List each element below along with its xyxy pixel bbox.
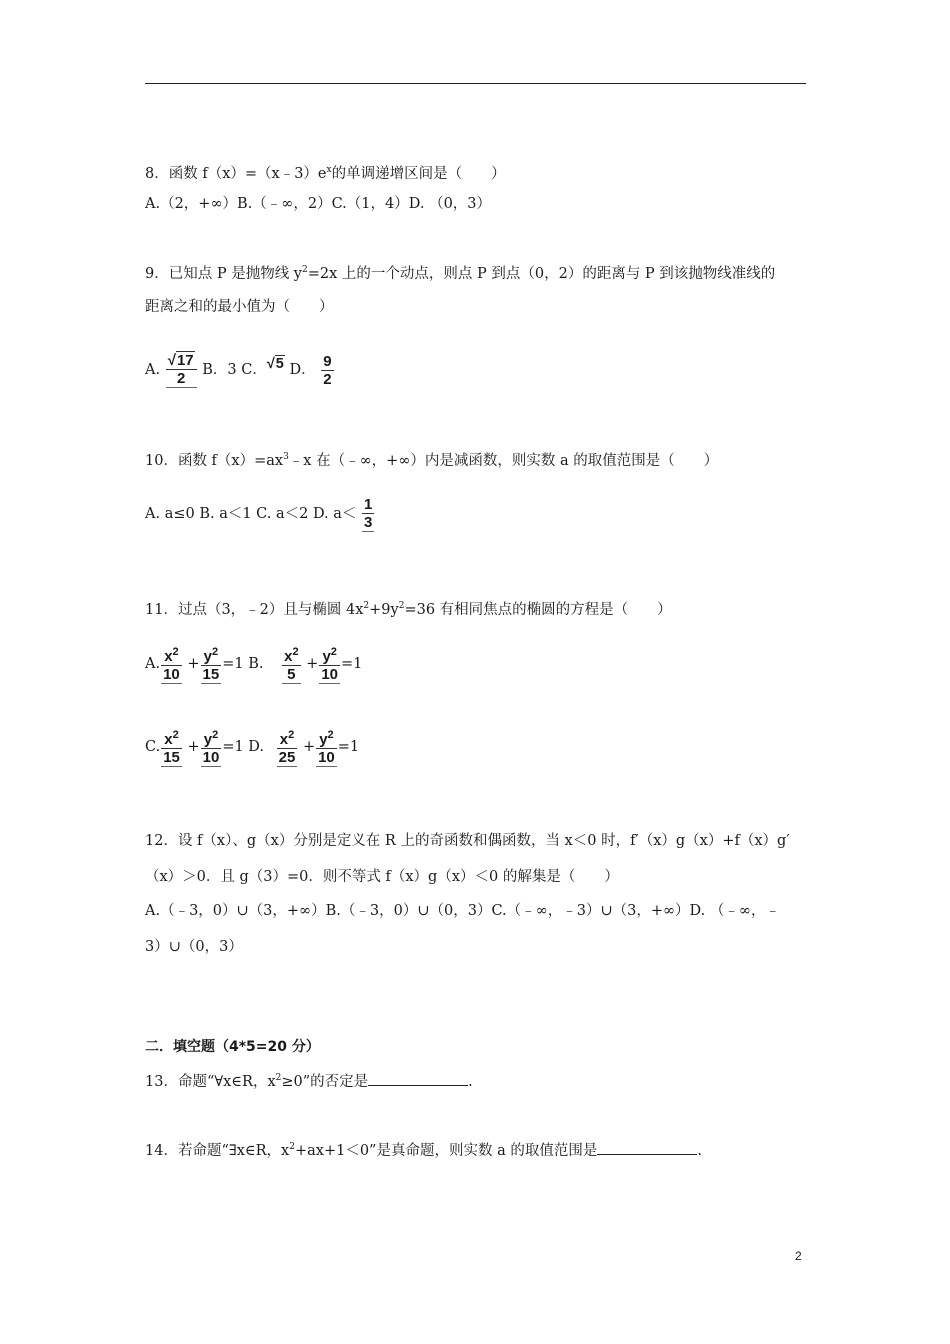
question-11-options-cd [145,724,359,770]
q11-option-b-label: =1 B. [222,656,264,672]
q9-exponent: 2 [302,265,308,275]
q8-stem-text-2: 的单调递增区间是（ ） [331,165,506,182]
q11-b-den2: 10 [321,666,339,683]
q10-option-d-numerator: 1 [364,496,373,513]
q9-text: 9．已知点 P 是抛物线 y [145,265,302,282]
q11-text-mid: +9y [369,601,399,618]
q10-option-d-denominator: 3 [364,514,373,531]
square: 2 [212,729,219,741]
q9-option-c-sqrt: √5 [266,356,284,372]
q11-option-c-label: C. [145,739,161,755]
var-y: y [203,648,212,665]
q11-a-den1: 10 [163,666,180,683]
section-2-title: 二．填空题（4*5=20 分） [145,1039,320,1055]
square: 2 [288,729,295,741]
question-11-stem [145,596,672,620]
question-8-options: A.（2，+∞）B.（﹣∞，2）C.（1，4）D. （0，3） [145,196,492,212]
equals-one: =1 [337,739,360,755]
question-9-stem-line1 [145,260,775,284]
var-x: x [164,731,173,748]
square: 2 [172,729,179,741]
square: 2 [292,646,299,658]
q9-option-a-denominator: 2 [166,369,197,388]
q13-text: 13．命题“∀x∈R，x [145,1073,276,1090]
q11-c-den2: 10 [202,749,220,766]
var-y: y [203,731,213,748]
question-8-stem [145,160,506,184]
q11-option-d-label: =1 D. [222,739,265,755]
q10-text-2: ﹣x 在（﹣∞，+∞）内是减函数，则实数 a 的取值范围是（ ） [288,452,719,469]
question-13 [145,1068,473,1092]
q11-c-frac1 [161,727,182,767]
q11-d-frac2 [316,727,337,767]
question-9-stem-line2: 距离之和的最小值为（ ） [145,299,334,315]
question-12-line1: 12．设 f（x）、g（x）分别是定义在 R 上的奇函数和偶函数，当 x＜0 时，f′（x）g（x）+f（x）g′ [145,833,790,849]
equals-one: =1 [341,656,363,672]
question-11-options-ab [145,641,362,687]
q11-option-a-label: A. [145,656,161,672]
q11-b-frac1 [282,644,300,684]
q11-d-frac1 [277,727,298,767]
plus-sign: + [306,656,319,672]
q8-exponent: x [326,165,332,175]
q11-c-den1: 15 [163,749,180,766]
q11-b-frac2 [319,644,340,684]
page-number: 2 [795,1249,802,1263]
question-9-options [145,344,335,390]
q14-text-2: +ax+1＜0”是真命题，则实数 a 的取值范围是 [294,1142,598,1159]
q9-option-a-radicand: 17 [176,352,194,369]
q11-b-den1: 5 [282,665,300,684]
q9-option-a-label: A. [145,362,161,378]
header-rule [145,83,806,84]
q11-exponent-2: 2 [398,601,405,611]
q11-d-den1: 25 [278,749,296,766]
q10-option-d-fraction [362,496,374,532]
question-12-line4: 3）∪（0，3） [145,939,243,955]
var-x: x [164,648,173,665]
square: 2 [212,646,219,658]
var-y: y [319,731,328,748]
q9-option-d-label: D． [284,362,316,378]
q9-option-d-fraction [321,353,333,388]
var-x: x [279,731,289,748]
q11-a-frac2 [201,644,222,684]
q14-exponent: 2 [289,1142,295,1152]
q11-d-den2: 10 [318,749,335,766]
question-12-line3: A.（﹣3，0）∪（3，+∞）B.（﹣3，0）∪（0，3）C.（﹣∞，﹣3）∪（3，+∞）D. （﹣∞，﹣ [145,903,780,919]
q13-exponent: 2 [275,1073,282,1083]
q10-options-text: A. a≤0 B. a＜1 C. a＜2 D. a＜ [145,506,357,522]
q10-text: 10．函数 f（x）=ax [145,452,284,469]
sqrt-symbol: √17 [167,352,194,369]
q13-text-2: ≥0”的否定是 [281,1073,369,1090]
q9-option-a-fraction [166,352,197,388]
q8-stem-text: 8．函数 f（x）=（x﹣3）e [145,165,327,182]
q14-text: 14．若命题“∃x∈R，x [145,1142,290,1159]
q9-option-c-radicand: 5 [275,356,284,372]
question-12-line2: （x）＞0．且 g（3）=0．则不等式 f（x）g（x）＜0 的解集是（ ） [145,869,619,885]
q11-text-2: =36 有相同焦点的椭圆的方程是（ ） [404,601,672,618]
var-x: x [284,648,293,665]
question-14 [145,1137,702,1161]
square: 2 [330,646,337,658]
q11-exponent-1: 2 [363,601,370,611]
answer-blank[interactable] [368,1071,468,1086]
q13-period: . [468,1073,473,1090]
square: 2 [327,729,334,741]
q10-exponent: 3 [283,452,289,462]
answer-blank[interactable] [597,1140,697,1155]
q11-text: 11．过点（3，﹣2）且与椭圆 4x [145,601,364,618]
q9-option-d-denominator: 2 [323,370,332,388]
plus-sign: + [187,656,200,672]
plus-sign: + [302,739,316,755]
question-10-options [145,494,375,534]
q9-option-d-numerator: 9 [323,352,332,370]
q11-a-den2: 15 [202,666,220,683]
square: 2 [172,646,179,658]
plus-sign: + [187,739,200,755]
q9-option-b: B．3 C． [197,362,267,378]
q11-c-frac2 [201,727,222,767]
q9-text-2: =2x 上的一个动点，则点 P 到点（0，2）的距离与 P 到该抛物线准线的 [307,265,776,282]
question-10-stem [145,447,718,471]
var-y: y [322,648,331,665]
q11-a-frac1 [161,644,182,684]
q14-period: . [697,1142,702,1159]
